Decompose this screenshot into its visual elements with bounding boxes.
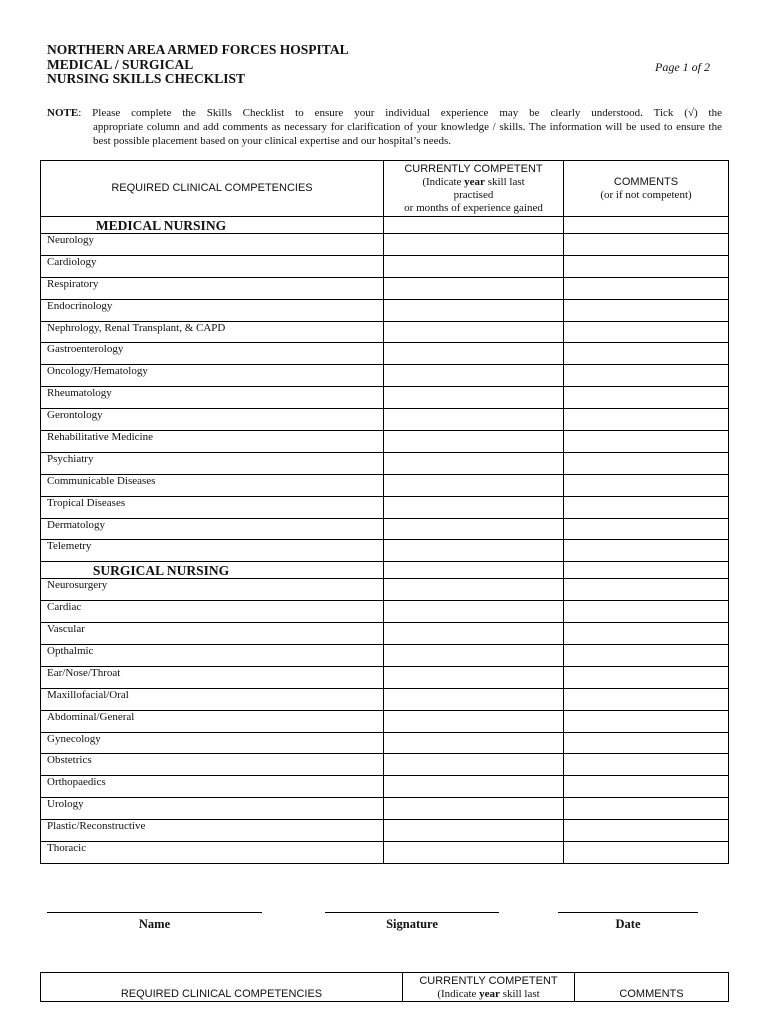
col-header-competencies: REQUIRED CLINICAL COMPETENCIES	[41, 161, 384, 217]
table-header-row	[41, 973, 729, 1002]
competent-cell[interactable]	[384, 820, 564, 842]
comments-cell	[564, 562, 729, 579]
page-number: Page 1 of 2	[655, 60, 710, 74]
note-text-rest: appropriate column and add comments as necessary for clarification of your knowledge / skills. The information will be used to ensure the best possible placement based on your clinical expertise and our hospital’s needs.	[93, 121, 722, 147]
competent-cell[interactable]	[384, 474, 564, 496]
comments-cell[interactable]	[564, 798, 729, 820]
comments-cell[interactable]	[564, 540, 729, 562]
competent-cell[interactable]	[384, 452, 564, 474]
competent-header-title: CURRENTLY COMPETENT	[404, 162, 543, 175]
name-signature-field[interactable]	[47, 912, 262, 932]
table-row	[41, 343, 729, 365]
col-header-competencies: REQUIRED CLINICAL COMPETENCIES	[41, 973, 403, 1002]
table-row	[41, 732, 729, 754]
note-label: NOTE	[47, 107, 79, 119]
competency-label: Gastroenterology	[41, 343, 384, 365]
competency-label: Plastic/Reconstructive	[41, 820, 384, 842]
section-title-text: SURGICAL NURSING	[92, 562, 230, 578]
table-row	[41, 842, 729, 864]
col-header-currently-competent	[403, 973, 575, 1002]
competent-cell[interactable]	[384, 710, 564, 732]
competent-cell[interactable]	[384, 540, 564, 562]
table-row	[41, 645, 729, 667]
table-row	[41, 820, 729, 842]
comments-cell[interactable]	[564, 431, 729, 453]
comments-cell[interactable]	[564, 343, 729, 365]
table-header-row	[41, 161, 729, 217]
comments-cell[interactable]	[564, 365, 729, 387]
competent-cell[interactable]	[384, 255, 564, 277]
checklist-title: NURSING SKILLS CHECKLIST	[47, 71, 246, 87]
competency-label: Psychiatry	[41, 452, 384, 474]
signature-field[interactable]	[325, 912, 499, 932]
comments-header-sub: (or if not competent)	[600, 188, 692, 201]
competent-cell	[384, 562, 564, 579]
comments-cell[interactable]	[564, 277, 729, 299]
note-text-line1: : Please complete the Skills Checklist to ensure your individual experience may be clearly understood. Tick (√) the	[78, 107, 722, 119]
comments-cell[interactable]	[564, 452, 729, 474]
date-label: Date	[615, 917, 641, 931]
competency-label: Neurosurgery	[41, 579, 384, 601]
competency-label: Dermatology	[41, 518, 384, 540]
competent-cell[interactable]	[384, 343, 564, 365]
table-row	[41, 474, 729, 496]
comments-cell[interactable]	[564, 496, 729, 518]
comments-cell[interactable]	[564, 623, 729, 645]
competency-label: Cardiology	[41, 255, 384, 277]
table-row	[41, 798, 729, 820]
competent-cell[interactable]	[384, 387, 564, 409]
table-row	[41, 688, 729, 710]
table-row	[41, 623, 729, 645]
competent-cell[interactable]	[384, 666, 564, 688]
competent-header-line2: (Indicate year skill last	[422, 175, 525, 188]
table-row	[41, 255, 729, 277]
date-line[interactable]	[558, 912, 698, 913]
signature-label: Signature	[386, 917, 438, 931]
comments-cell[interactable]	[564, 299, 729, 321]
competent-cell[interactable]	[384, 299, 564, 321]
col-header-currently-competent	[384, 161, 564, 217]
hospital-name: NORTHERN AREA ARMED FORCES HOSPITAL	[47, 42, 349, 57]
competency-label: Obstetrics	[41, 754, 384, 776]
competent-cell[interactable]	[384, 579, 564, 601]
competency-label: Gerontology	[41, 409, 384, 431]
competency-label: Opthalmic	[41, 645, 384, 667]
section-row	[41, 562, 729, 579]
competent-cell[interactable]	[384, 623, 564, 645]
competent-cell[interactable]	[384, 798, 564, 820]
competent-cell[interactable]	[384, 409, 564, 431]
comments-cell[interactable]	[564, 820, 729, 842]
table-row	[41, 776, 729, 798]
comments-header-title: COMMENTS	[613, 175, 679, 188]
table-row	[41, 666, 729, 688]
name-line[interactable]	[47, 912, 262, 913]
comments-cell[interactable]	[564, 645, 729, 667]
competent-cell[interactable]	[384, 496, 564, 518]
competent-cell[interactable]	[384, 645, 564, 667]
competency-label: Rheumatology	[41, 387, 384, 409]
table-row	[41, 409, 729, 431]
competency-label: Endocrinology	[41, 299, 384, 321]
competency-label: Thoracic	[41, 842, 384, 864]
table-row	[41, 452, 729, 474]
competency-table	[40, 160, 729, 864]
competent-header-line3: practised	[453, 188, 494, 201]
table-row	[41, 579, 729, 601]
competent-cell[interactable]	[384, 321, 564, 343]
competent-cell[interactable]	[384, 842, 564, 864]
competency-label: Vascular	[41, 623, 384, 645]
table-row	[41, 496, 729, 518]
competency-label: Abdominal/General	[41, 710, 384, 732]
competency-label: Communicable Diseases	[41, 474, 384, 496]
comments-cell[interactable]	[564, 601, 729, 623]
competent-header-line4: or months of experience gained	[404, 201, 543, 214]
competent-cell[interactable]	[384, 431, 564, 453]
competent-cell[interactable]	[384, 277, 564, 299]
comments-cell[interactable]	[564, 666, 729, 688]
section-title	[41, 562, 384, 579]
table-row	[41, 387, 729, 409]
competency-label: Ear/Nose/Throat	[41, 666, 384, 688]
comments-cell[interactable]	[564, 474, 729, 496]
competency-label: Maxillofacial/Oral	[41, 688, 384, 710]
competent-cell[interactable]	[384, 776, 564, 798]
competency-label: Cardiac	[41, 601, 384, 623]
competency-label: Gynecology	[41, 732, 384, 754]
competent-cell[interactable]	[384, 754, 564, 776]
competent-cell[interactable]	[384, 688, 564, 710]
section-title-text: MEDICAL NURSING	[95, 217, 227, 233]
comments-cell[interactable]	[564, 234, 729, 256]
comments-cell[interactable]	[564, 754, 729, 776]
signature-line[interactable]	[325, 912, 499, 913]
table-row	[41, 234, 729, 256]
comments-cell[interactable]	[564, 776, 729, 798]
department-name: MEDICAL / SURGICAL	[47, 56, 194, 72]
competency-label: Oncology/Hematology	[41, 365, 384, 387]
competency-label: Neurology	[41, 234, 384, 256]
competent-cell[interactable]	[384, 732, 564, 754]
comments-cell	[564, 217, 729, 234]
table-row	[41, 710, 729, 732]
competency-label: Nephrology, Renal Transplant, & CAPD	[41, 321, 384, 343]
comments-cell[interactable]	[564, 321, 729, 343]
competent-cell[interactable]	[384, 365, 564, 387]
competent-header-title: CURRENTLY COMPETENT	[419, 975, 558, 987]
competency-label: Tropical Diseases	[41, 496, 384, 518]
next-page-table-header	[40, 972, 729, 1002]
comments-cell[interactable]	[564, 387, 729, 409]
competent-header-line2: (Indicate year skill last	[437, 988, 540, 1000]
section-title	[41, 217, 384, 234]
table-row	[41, 601, 729, 623]
competent-cell[interactable]	[384, 234, 564, 256]
competent-cell[interactable]	[384, 601, 564, 623]
comments-cell[interactable]	[564, 710, 729, 732]
table-row	[41, 540, 729, 562]
table-row	[41, 299, 729, 321]
comments-cell[interactable]	[564, 688, 729, 710]
competency-label: Telemetry	[41, 540, 384, 562]
table-row	[41, 754, 729, 776]
table-row	[41, 277, 729, 299]
name-label: Name	[138, 917, 171, 931]
section-row	[41, 217, 729, 234]
date-field[interactable]	[558, 912, 698, 932]
col-header-comments	[564, 161, 729, 217]
table-row	[41, 518, 729, 540]
instructions-note	[47, 106, 722, 148]
table-row	[41, 431, 729, 453]
competent-cell[interactable]	[384, 518, 564, 540]
competency-label: Respiratory	[41, 277, 384, 299]
comments-cell[interactable]	[564, 409, 729, 431]
competency-label: Urology	[41, 798, 384, 820]
comments-cell[interactable]	[564, 732, 729, 754]
document-header	[47, 43, 349, 87]
comments-cell[interactable]	[564, 518, 729, 540]
competency-label: Orthopaedics	[41, 776, 384, 798]
table-row	[41, 365, 729, 387]
col-header-comments: COMMENTS	[575, 973, 729, 1002]
competency-label: Rehabilitative Medicine	[41, 431, 384, 453]
table-row	[41, 321, 729, 343]
comments-cell[interactable]	[564, 579, 729, 601]
comments-cell[interactable]	[564, 255, 729, 277]
comments-cell[interactable]	[564, 842, 729, 864]
competent-cell	[384, 217, 564, 234]
